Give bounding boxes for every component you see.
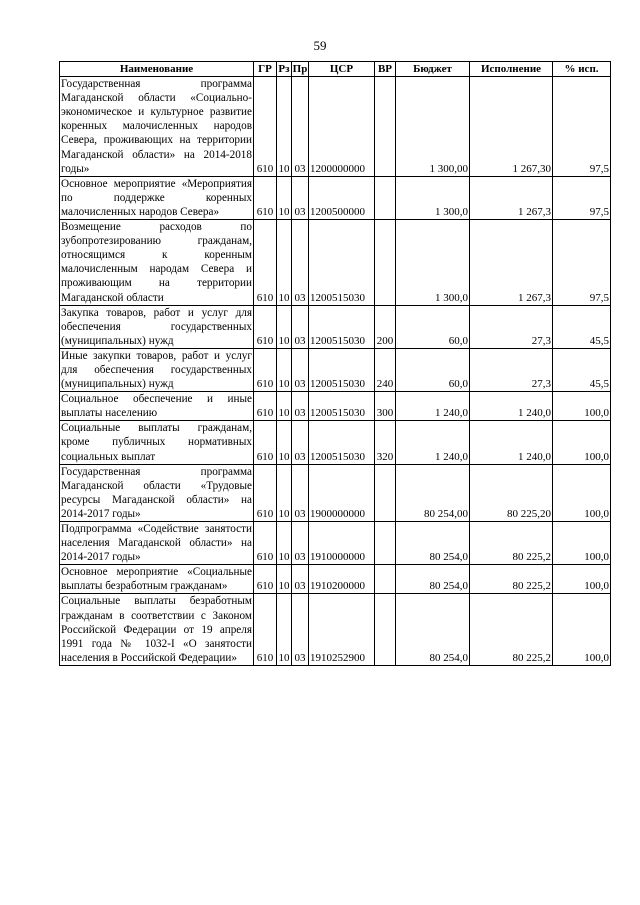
cell-rz: 10 [277,348,292,391]
cell-pr: 03 [292,220,309,306]
cell-execution: 80 225,20 [470,464,553,521]
cell-pct: 100,0 [553,421,611,464]
cell-execution: 27,3 [470,305,553,348]
cell-vr: 320 [375,421,396,464]
header-gr: ГР [254,62,277,77]
cell-name: Возмещение расходов по зубопротезированию гражданам, относящимся к коренным малочисленным народам Севера и проживающим на территории Магаданской области [61,221,252,304]
header-vr: ВР [375,62,396,77]
cell-budget: 80 254,00 [396,464,470,521]
cell-csr: 1910000000 [309,522,375,565]
cell-vr [375,594,396,665]
cell-name: Иные закупки товаров, работ и услуг для обеспечения государственных (муниципальных) нужд [61,349,252,391]
cell-execution: 1 240,0 [470,392,553,421]
cell-rz: 10 [277,421,292,464]
cell-execution: 80 225,2 [470,565,553,594]
header-csr: ЦСР [309,62,375,77]
cell-name: Подпрограмма «Содействие занятости населения Магаданской области» на 2014-2017 годы» [61,523,252,564]
table-row [60,348,611,391]
cell-budget: 1 300,0 [396,220,470,306]
cell-pr: 03 [292,348,309,391]
cell-gr: 610 [254,464,277,521]
cell-name: Основное мероприятие «Мероприятия по поддержке коренных малочисленных народов Севера» [61,177,252,218]
header-execution: Исполнение [470,62,553,77]
cell-gr: 610 [254,565,277,594]
cell-vr: 300 [375,392,396,421]
table-row [60,392,611,421]
cell-rz: 10 [277,77,292,177]
cell-pct: 45,5 [553,348,611,391]
cell-name: Социальные выплаты гражданам, кроме публичных нормативных социальных выплат [61,422,252,463]
cell-gr: 610 [254,392,277,421]
cell-csr: 1200515030 [309,392,375,421]
cell-gr: 610 [254,305,277,348]
cell-csr: 1910252900 [309,594,375,665]
cell-budget: 60,0 [396,305,470,348]
cell-vr [375,176,396,219]
cell-name: Основное мероприятие «Социальные выплаты безработным гражданам» [61,566,252,593]
cell-csr: 1200515030 [309,305,375,348]
cell-csr: 1910200000 [309,565,375,594]
cell-csr: 1200515030 [309,348,375,391]
cell-vr: 200 [375,305,396,348]
cell-rz: 10 [277,464,292,521]
table-row [60,220,611,306]
cell-name: Государственная программа Магаданской области «Социально-экономическое и культурное развитие коренных малочисленных народов Севера, проживающих на территории Магаданской области» на 2014-2018 годы» [61,78,252,175]
header-pct: % исп. [553,62,611,77]
budget-table [59,61,611,666]
table-row [60,305,611,348]
cell-vr [375,522,396,565]
table-body [60,77,611,666]
cell-pr: 03 [292,305,309,348]
page-number: 59 [313,38,327,53]
header-rz: Рз [278,63,290,75]
cell-execution: 80 225,2 [470,522,553,565]
cell-execution: 1 267,3 [470,220,553,306]
cell-pr: 03 [292,421,309,464]
cell-rz: 10 [277,565,292,594]
cell-gr: 610 [254,348,277,391]
cell-budget: 1 300,00 [396,77,470,177]
cell-csr: 1200515030 [309,220,375,306]
table-header-row [60,62,611,77]
cell-pr: 03 [292,176,309,219]
cell-budget: 60,0 [396,348,470,391]
cell-pr: 03 [292,565,309,594]
cell-pr: 03 [292,392,309,421]
cell-pct: 97,5 [553,77,611,177]
table-row [60,522,611,565]
cell-rz: 10 [277,522,292,565]
cell-name: Социальные выплаты безработным гражданам в соответствии с Законом Российской Федерации от 19 апреля 1991 года № 1032-I «О занятости населения в Российской Федерации» [61,595,252,664]
cell-pct: 97,5 [553,220,611,306]
header-name: Наименование [60,62,254,77]
table-row [60,464,611,521]
cell-pct: 100,0 [553,392,611,421]
cell-budget: 1 300,0 [396,176,470,219]
cell-vr [375,565,396,594]
cell-pct: 45,5 [553,305,611,348]
cell-rz: 10 [277,220,292,306]
cell-vr [375,77,396,177]
cell-csr: 1200515030 [309,421,375,464]
cell-gr: 610 [254,522,277,565]
cell-gr: 610 [254,594,277,665]
cell-pct: 100,0 [553,594,611,665]
cell-pct: 100,0 [553,522,611,565]
table-row [60,421,611,464]
cell-budget: 80 254,0 [396,565,470,594]
cell-budget: 80 254,0 [396,594,470,665]
cell-budget: 1 240,0 [396,421,470,464]
cell-name: Социальное обеспечение и иные выплаты населению [61,393,252,420]
cell-csr: 1200000000 [309,77,375,177]
cell-pct: 100,0 [553,565,611,594]
cell-execution: 80 225,2 [470,594,553,665]
cell-budget: 80 254,0 [396,522,470,565]
cell-pr: 03 [292,77,309,177]
cell-vr [375,220,396,306]
cell-execution: 1 267,3 [470,176,553,219]
header-budget: Бюджет [396,62,470,77]
cell-gr: 610 [254,220,277,306]
cell-pr: 03 [292,464,309,521]
cell-pr: 03 [292,522,309,565]
cell-csr: 1200500000 [309,176,375,219]
cell-vr: 240 [375,348,396,391]
cell-pct: 100,0 [553,464,611,521]
cell-name: Закупка товаров, работ и услуг для обеспечения государственных (муниципальных) нужд [61,306,252,347]
cell-rz: 10 [277,594,292,665]
table-row [60,565,611,594]
table-row [60,594,611,665]
table-row [60,77,611,177]
cell-csr: 1900000000 [309,464,375,521]
cell-rz: 10 [277,305,292,348]
cell-execution: 27,3 [470,348,553,391]
cell-budget: 1 240,0 [396,392,470,421]
cell-gr: 610 [254,176,277,219]
cell-execution: 1 240,0 [470,421,553,464]
header-pr: Пр [292,63,308,75]
cell-pct: 97,5 [553,176,611,219]
cell-pr: 03 [292,594,309,665]
cell-gr: 610 [254,421,277,464]
cell-rz: 10 [277,392,292,421]
table-row [60,176,611,219]
cell-execution: 1 267,30 [470,77,553,177]
cell-gr: 610 [254,77,277,177]
cell-name: Государственная программа Магаданской области «Трудовые ресурсы Магаданской области» на 2014-2017 годы» [61,465,252,520]
cell-vr [375,464,396,521]
cell-rz: 10 [277,176,292,219]
